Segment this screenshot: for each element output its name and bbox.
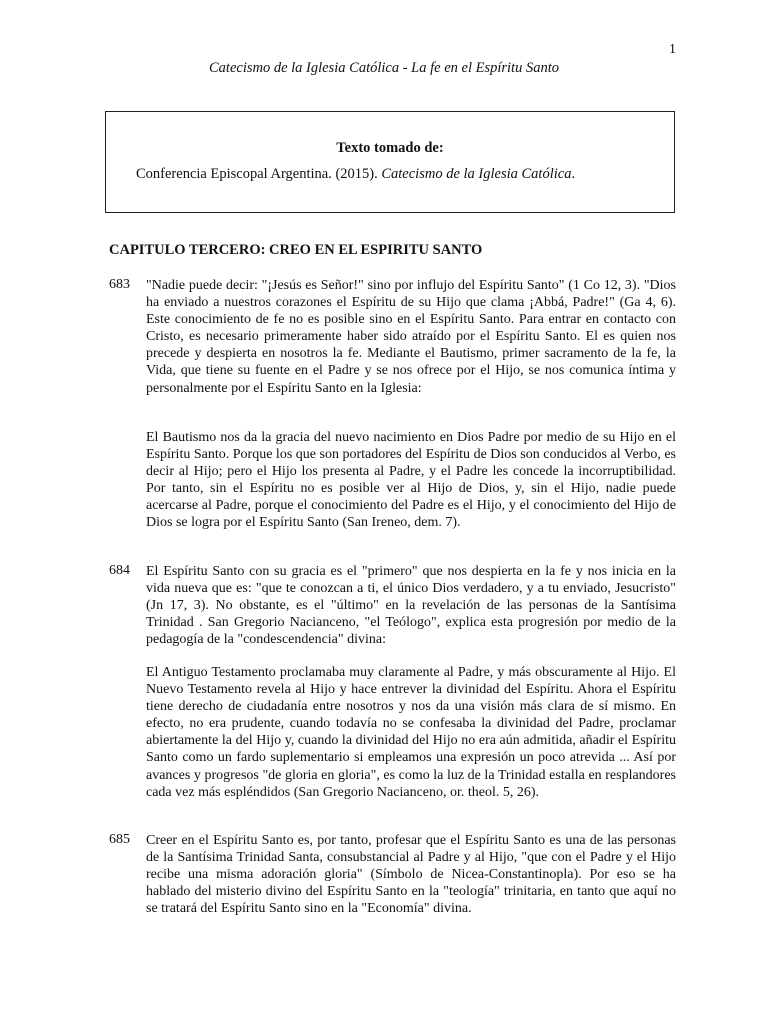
- paragraph-number-685: 685: [109, 832, 130, 847]
- paragraph-683-text: "Nadie puede decir: "¡Jesús es Señor!" sino por influjo del Espíritu Santo" (1 Co 12, 3). "Dios ha enviado a nuestros corazones el Espíritu de su Hijo que clama ¡Abbá, Padre!" (Ga 4, 6). Este conocimiento de fe no es posible sino en el Espíritu Santo. Para entrar en contacto con Cristo, es necesario primeramente haber sido atraído por el Espíritu Santo. El es quien nos precede y despierta en nosotros la fe. Mediante el Bautismo, primer sacramento de la fe, la Vida, que tiene su fuente en el Padre y se nos ofrece por el Hijo, se nos comunica íntima y personalmente por el Espíritu Santo en la Iglesia:: [146, 278, 676, 396]
- source-reference-end: .: [571, 166, 576, 182]
- paragraph-684-text: El Espíritu Santo con su gracia es el "primero" que nos despierta en la fe y nos inicia en la vida nueva que es: "que te conozcan a ti, el único Dios verdadero, y a tu enviado, Jesucristo" (Jn 17, 3). No obstante, es el "último" en la revelación de las personas de la Santísima Trinidad . San Gregorio Nacianceno, "el Teólogo", explica esta progresión por medio de la pedagogía de la "condescendencia" divina:: [146, 564, 676, 648]
- paragraph-683-quote: El Bautismo nos da la gracia del nuevo nacimiento en Dios Padre por medio de su Hijo en el Espíritu Santo. Porque los que son portadores del Espíritu de Dios son conducidos al Verbo, es decir al Hijo; pero el Hijo los presenta al Padre, y el Padre les concede la incorruptibilidad. Por tanto, sin el Espíritu no es posible ver al Hijo de Dios, y, sin el Hijo, nadie puede acercarse al Padre, porque el conocimiento del Padre es el Hijo, y el conocimiento del Hijo de Dios se logra por el Espíritu Santo (San Ireneo, dem. 7).: [146, 430, 676, 531]
- paragraph-685-text: Creer en el Espíritu Santo es, por tanto, profesar que el Espíritu Santo es una de las personas de la Santísima Trinidad Santa, consubstancial al Padre y al Hijo, "que con el Padre y el Hijo recibe una misma adoración gloria" (Símbolo de Nicea-Constantinopla). Por eso se ha hablado del misterio divino del Espíritu Santo en la "teología" trinitaria, en tanto que aquí no se tratará del Espíritu Santo sino en la "Economía" divina.: [146, 833, 676, 917]
- paragraph-number-683: 683: [109, 277, 130, 292]
- source-reference: [136, 166, 656, 183]
- source-box: [105, 111, 675, 213]
- source-title: Texto tomado de:: [336, 140, 444, 156]
- paragraph-number-684: 684: [109, 563, 130, 578]
- paragraph-684-quote: El Antiguo Testamento proclamaba muy claramente al Padre, y más obscuramente al Hijo. El Nuevo Testamento revela al Hijo y hace entrever la divinidad del Espíritu. Ahora el Espíritu tiene derecho de ciudadanía entre nosotros y nos da una visión más clara de sí mismo. En efecto, no era prudente, cuando todavía no se confesaba la divinidad del Padre, proclamar abiertamente la del Hijo y, cuando la divinidad del Hijo no era aún admitida, añadir el Espíritu Santo como un fardo suplementario si empleamos una expresión un poco atrevida ... Así por avances y progresos "de gloria en gloria", es como la luz de la Trinidad estalla en resplandores cada vez más espléndidos (San Gregorio Nacianceno, or. theol. 5, 26).: [146, 665, 676, 800]
- page-number: 1: [669, 42, 676, 57]
- chapter-title: CAPITULO TERCERO: CREO EN EL ESPIRITU SANTO: [109, 242, 483, 258]
- source-reference-title: Catecismo de la Iglesia Católica: [381, 166, 572, 182]
- source-reference-plain: Conferencia Episcopal Argentina. (2015).: [136, 166, 382, 182]
- running-header: Catecismo de la Iglesia Católica - La fe en el Espíritu Santo: [209, 60, 559, 76]
